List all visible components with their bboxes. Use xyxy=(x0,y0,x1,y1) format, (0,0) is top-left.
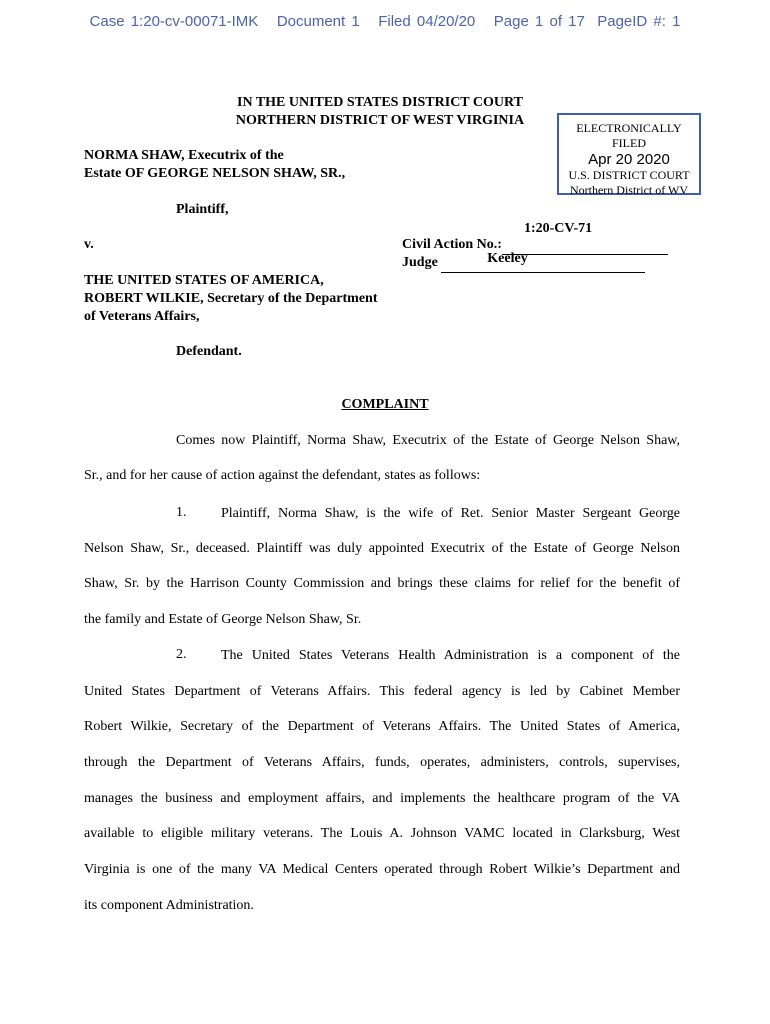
paragraph-1-number: 1. xyxy=(176,505,187,520)
paragraph-2-number: 2. xyxy=(176,647,187,662)
stamp-line-2: FILED xyxy=(612,136,646,150)
judge-blank xyxy=(441,251,645,273)
plaintiff-role: Plaintiff, xyxy=(176,202,229,217)
judge-label: Judge xyxy=(402,255,438,270)
page-id: PageID #: 1 xyxy=(597,13,681,30)
document-title: COMPLAINT xyxy=(341,397,429,412)
judge-name: Keeley xyxy=(487,251,528,266)
paragraph-2-line-4: through the Department of Veterans Affairs, funds, operates, administers, controls, supervises, xyxy=(84,755,680,770)
plaintiff-name xyxy=(84,147,345,183)
intro-line-2: Sr., and for her cause of action against the defendant, states as follows: xyxy=(84,468,481,483)
filed-date: Filed 04/20/20 xyxy=(378,13,476,30)
defendant-role: Defendant. xyxy=(176,344,242,359)
intro-line-1: Comes now Plaintiff, Norma Shaw, Executrix of the Estate of George Nelson Shaw, xyxy=(176,433,680,448)
court-heading xyxy=(160,94,600,130)
paragraph-1-line-4: the family and Estate of George Nelson Shaw, Sr. xyxy=(84,612,362,627)
defendant-line-1: THE UNITED STATES OF AMERICA, xyxy=(84,273,324,288)
defendant-names xyxy=(84,272,378,326)
paragraph-2-line-2: United States Department of Veterans Affairs. This federal agency is led by Cabinet Member xyxy=(84,684,680,699)
stamp-line-1: ELECTRONICALLY xyxy=(576,121,682,135)
paragraph-1-line-3: Shaw, Sr. by the Harrison County Commission and brings these claims for relief for the benefit of xyxy=(84,576,680,591)
paragraph-2-line-7: Virginia is one of the many VA Medical Centers operated through Robert Wilkie’s Department and xyxy=(84,862,680,877)
paragraph-1-line-2: Nelson Shaw, Sr., deceased. Plaintiff was duly appointed Executrix of the Estate of George Nelson xyxy=(84,541,680,556)
plaintiff-line-2: Estate OF GEORGE NELSON SHAW, SR., xyxy=(84,166,346,181)
court-line-1: IN THE UNITED STATES DISTRICT COURT xyxy=(237,95,523,110)
paragraph-2-line-5: manages the business and employment affairs, and implements the healthcare program of the VA xyxy=(84,791,680,806)
versus: v. xyxy=(84,237,94,252)
court-line-2: NORTHERN DISTRICT OF WEST VIRGINIA xyxy=(235,113,525,128)
paragraph-2-line-6: available to eligible military veterans. The Louis A. Johnson VAMC located in Clarksburg, West xyxy=(84,826,680,841)
paragraph-1-line-1: Plaintiff, Norma Shaw, is the wife of Ret. Senior Master Sergeant George xyxy=(221,506,680,521)
filing-stamp xyxy=(557,113,701,195)
civil-action-number: 1:20-CV-71 xyxy=(523,221,593,236)
civil-action-line xyxy=(402,221,668,255)
stamp-line-4: Northern District of WV xyxy=(569,183,689,197)
stamp-date: Apr 20 2020 xyxy=(588,151,670,168)
stamp-line-3: U.S. DISTRICT COURT xyxy=(568,168,690,182)
defendant-line-2: ROBERT WILKIE, Secretary of the Department xyxy=(84,291,378,306)
defendant-line-3: of Veterans Affairs, xyxy=(84,309,200,324)
paragraph-2-line-8: its component Administration. xyxy=(84,898,254,913)
filing-header xyxy=(0,13,770,30)
case-number: Case 1:20-cv-00071-IMK xyxy=(89,13,259,30)
document-number: Document 1 xyxy=(276,13,360,30)
paragraph-2-line-1: The United States Veterans Health Administration is a component of the xyxy=(221,648,680,663)
civil-action-label: Civil Action No.: xyxy=(402,237,502,252)
judge-line xyxy=(402,251,645,273)
page-count: Page 1 of 17 xyxy=(493,13,585,30)
plaintiff-line-1: NORMA SHAW, Executrix of the xyxy=(84,148,284,163)
paragraph-2-line-3: Robert Wilkie, Secretary of the Department of Veterans Affairs. The United States of America, xyxy=(84,719,680,734)
